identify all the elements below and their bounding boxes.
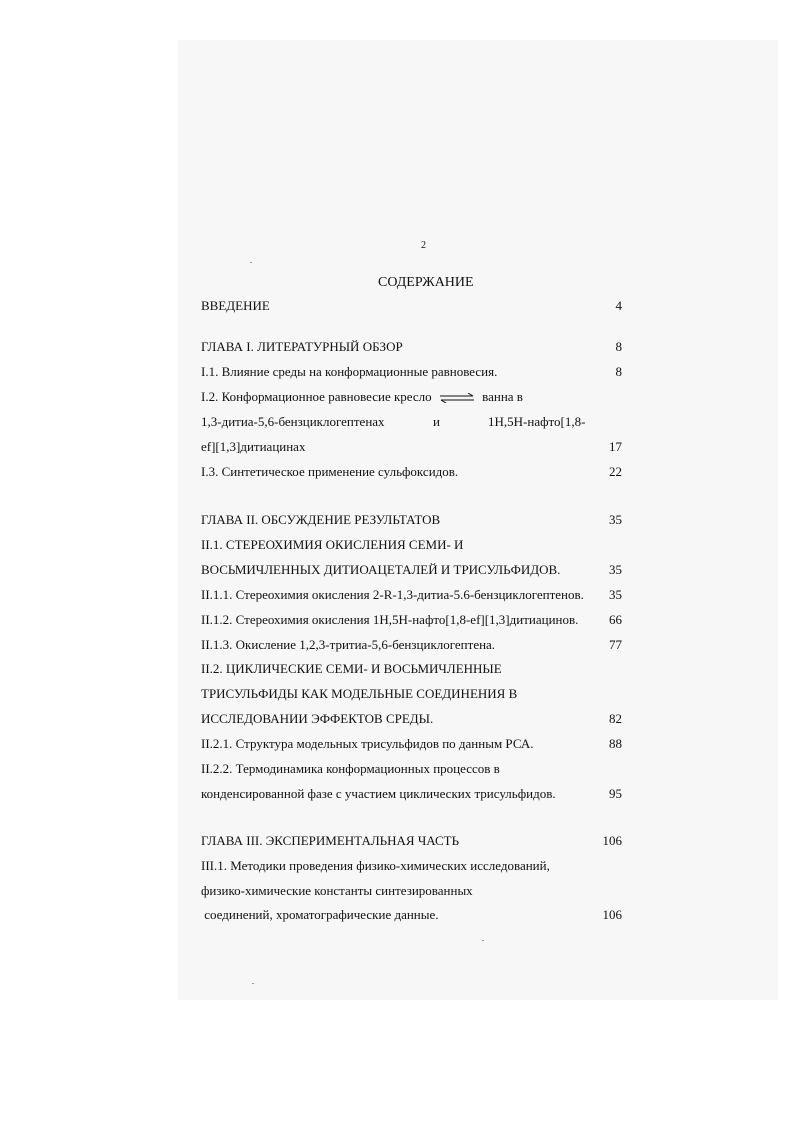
toc-entry-page: 35: [609, 587, 622, 602]
toc-entry-text: ванна в: [482, 389, 523, 404]
toc-entry-page: 95: [609, 786, 622, 801]
toc-entry-text: I.1. Влияние среды на конформационные равновесия.: [201, 364, 498, 379]
equilibrium-arrow-icon: [439, 393, 475, 403]
scan-speck: [482, 940, 484, 941]
toc-entry-text: и: [433, 414, 440, 429]
toc-entry-page: 8: [615, 364, 622, 379]
toc-entry-text: ИССЛЕДОВАНИИ ЭФФЕКТОВ СРЕДЫ.: [201, 711, 434, 726]
toc-entry-page: 77: [609, 637, 622, 652]
toc-entry-text: III.1. Методики проведения физико-химических исследований,: [201, 858, 550, 873]
toc-entry-page: 17: [609, 439, 622, 454]
toc-entry-text: ef][1,3]дитиацинах: [201, 439, 306, 454]
toc-entry-text: соединений, хроматографические данные.: [201, 907, 439, 922]
toc-entry-text: ГЛАВА I. ЛИТЕРАТУРНЫЙ ОБЗОР: [201, 339, 403, 354]
toc-entry-page: 22: [609, 464, 622, 479]
toc-entry-text: ГЛАВА III. ЭКСПЕРИМЕНТАЛЬНАЯ ЧАСТЬ: [201, 833, 460, 848]
scan-speck: [250, 262, 252, 263]
toc-entry-text: II.2.2. Термодинамика конформационных процессов в: [201, 761, 500, 776]
scan-speck: [252, 983, 254, 984]
toc-entry-text: II.1. СТЕРЕОХИМИЯ ОКИСЛЕНИЯ СЕМИ- И: [201, 537, 464, 552]
toc-entry-page: 35: [609, 562, 622, 577]
toc-entry-text: I.3. Синтетическое применение сульфоксидов.: [201, 464, 459, 479]
toc-entry-page: 66: [609, 612, 622, 627]
toc-entry-page: 4: [615, 298, 622, 313]
toc-entry-text: физико-химические константы синтезированных: [201, 883, 473, 898]
toc-entry-page: 35: [609, 512, 622, 527]
toc-entry-page: 106: [602, 907, 622, 922]
toc-entry-page: 88: [609, 736, 622, 751]
toc-entry-text: II.2.1. Структура модельных трисульфидов по данным РСА.: [201, 736, 534, 751]
toc-entry-text: конденсированной фазе с участием циклических трисульфидов.: [201, 786, 556, 801]
toc-entry-text: II.1.1. Стереохимия окисления 2-R-1,3-дитиа-5.6-бензциклогептенов.: [201, 587, 584, 602]
toc-title: СОДЕРЖАНИЕ: [378, 275, 474, 290]
toc-entry-page: 8: [615, 339, 622, 354]
toc-entry-text: ВОСЬМИЧЛЕННЫХ ДИТИОАЦЕТАЛЕЙ И ТРИСУЛЬФИДОВ.: [201, 562, 561, 577]
toc-entry-text: 1,3-дитиа-5,6-бензциклогептенах: [201, 414, 385, 429]
page-number: 2: [421, 240, 426, 251]
toc-entry-text: II.2. ЦИКЛИЧЕСКИЕ СЕМИ- И ВОСЬМИЧЛЕННЫЕ: [201, 661, 502, 676]
toc-entry-text: ГЛАВА II. ОБСУЖДЕНИЕ РЕЗУЛЬТАТОВ: [201, 512, 441, 527]
toc-entry-text: ТРИСУЛЬФИДЫ КАК МОДЕЛЬНЫЕ СОЕДИНЕНИЯ В: [201, 686, 518, 701]
toc-entry-text: II.1.2. Стереохимия окисления 1Н,5Н-нафто[1,8-ef][1,3]дитиацинов.: [201, 612, 579, 627]
toc-entry-text: I.2. Конформационное равновесие кресло: [201, 389, 432, 404]
toc-entry-text: ВВЕДЕНИЕ: [201, 298, 270, 313]
toc-entry-page: 106: [602, 833, 622, 848]
toc-entry-text: 1Н,5Н-нафто[1,8-: [488, 414, 586, 429]
toc-entry-text: II.1.3. Окисление 1,2,3-тритиа-5,6-бензциклогептена.: [201, 637, 496, 652]
toc-entry-page: 82: [609, 711, 622, 726]
